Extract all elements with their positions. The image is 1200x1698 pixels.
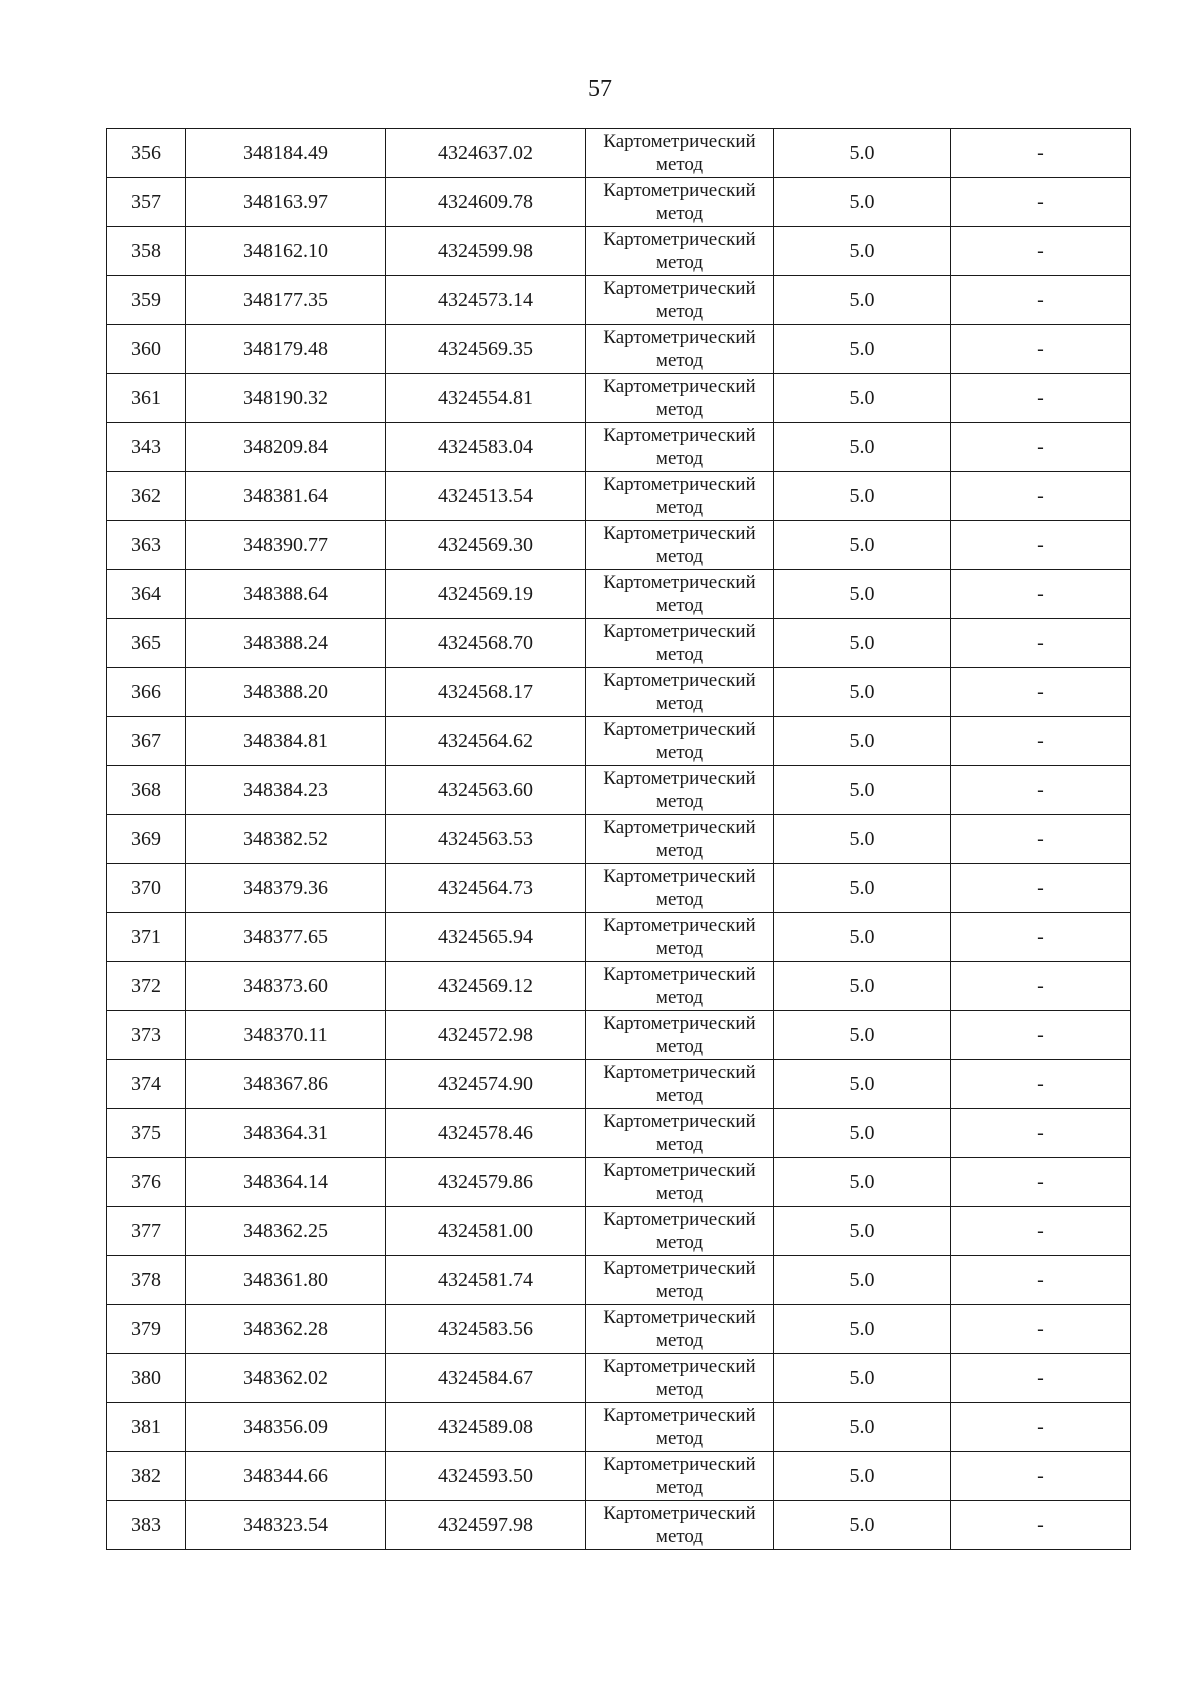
- table-row: [107, 276, 1131, 325]
- method-cell: Картометрический метод: [586, 668, 774, 717]
- y-coordinate-cell: 4324579.86: [386, 1158, 586, 1207]
- note-cell: -: [951, 1158, 1131, 1207]
- note-cell: -: [951, 962, 1131, 1011]
- point-number-cell: 362: [107, 472, 186, 521]
- y-coordinate-cell: 4324573.14: [386, 276, 586, 325]
- method-cell: Картометрический метод: [586, 570, 774, 619]
- y-coordinate-cell: 4324583.04: [386, 423, 586, 472]
- accuracy-cell: 5.0: [774, 227, 951, 276]
- method-cell: Картометрический метод: [586, 1060, 774, 1109]
- method-cell: Картометрический метод: [586, 276, 774, 325]
- y-coordinate-cell: 4324568.70: [386, 619, 586, 668]
- method-cell: Картометрический метод: [586, 815, 774, 864]
- x-coordinate-cell: 348390.77: [186, 521, 386, 570]
- x-coordinate-cell: 348388.64: [186, 570, 386, 619]
- y-coordinate-cell: 4324609.78: [386, 178, 586, 227]
- note-cell: -: [951, 668, 1131, 717]
- x-coordinate-cell: 348209.84: [186, 423, 386, 472]
- table-row: [107, 1207, 1131, 1256]
- y-coordinate-cell: 4324578.46: [386, 1109, 586, 1158]
- y-coordinate-cell: 4324569.30: [386, 521, 586, 570]
- point-number-cell: 366: [107, 668, 186, 717]
- method-cell: Картометрический метод: [586, 717, 774, 766]
- table-row: [107, 619, 1131, 668]
- x-coordinate-cell: 348162.10: [186, 227, 386, 276]
- y-coordinate-cell: 4324637.02: [386, 129, 586, 178]
- note-cell: -: [951, 472, 1131, 521]
- table-row: [107, 423, 1131, 472]
- x-coordinate-cell: 348323.54: [186, 1501, 386, 1550]
- y-coordinate-cell: 4324574.90: [386, 1060, 586, 1109]
- x-coordinate-cell: 348190.32: [186, 374, 386, 423]
- point-number-cell: 358: [107, 227, 186, 276]
- x-coordinate-cell: 348381.64: [186, 472, 386, 521]
- method-cell: Картометрический метод: [586, 1109, 774, 1158]
- x-coordinate-cell: 348344.66: [186, 1452, 386, 1501]
- note-cell: -: [951, 178, 1131, 227]
- y-coordinate-cell: 4324572.98: [386, 1011, 586, 1060]
- method-cell: Картометрический метод: [586, 423, 774, 472]
- table-row: [107, 1011, 1131, 1060]
- point-number-cell: 359: [107, 276, 186, 325]
- note-cell: -: [951, 619, 1131, 668]
- method-cell: Картометрический метод: [586, 1305, 774, 1354]
- accuracy-cell: 5.0: [774, 1158, 951, 1207]
- table-row: [107, 864, 1131, 913]
- accuracy-cell: 5.0: [774, 913, 951, 962]
- point-number-cell: 383: [107, 1501, 186, 1550]
- table-row: [107, 374, 1131, 423]
- note-cell: -: [951, 570, 1131, 619]
- point-number-cell: 361: [107, 374, 186, 423]
- note-cell: -: [951, 227, 1131, 276]
- table-row: [107, 1158, 1131, 1207]
- point-number-cell: 363: [107, 521, 186, 570]
- method-cell: Картометрический метод: [586, 619, 774, 668]
- accuracy-cell: 5.0: [774, 1207, 951, 1256]
- note-cell: -: [951, 325, 1131, 374]
- note-cell: -: [951, 1060, 1131, 1109]
- y-coordinate-cell: 4324569.19: [386, 570, 586, 619]
- point-number-cell: 379: [107, 1305, 186, 1354]
- note-cell: -: [951, 913, 1131, 962]
- method-cell: Картометрический метод: [586, 129, 774, 178]
- accuracy-cell: 5.0: [774, 1060, 951, 1109]
- y-coordinate-cell: 4324563.60: [386, 766, 586, 815]
- table-row: [107, 1354, 1131, 1403]
- table-row: [107, 668, 1131, 717]
- accuracy-cell: 5.0: [774, 1256, 951, 1305]
- point-number-cell: 371: [107, 913, 186, 962]
- y-coordinate-cell: 4324581.00: [386, 1207, 586, 1256]
- point-number-cell: 377: [107, 1207, 186, 1256]
- x-coordinate-cell: 348179.48: [186, 325, 386, 374]
- table-row: [107, 1501, 1131, 1550]
- accuracy-cell: 5.0: [774, 423, 951, 472]
- note-cell: -: [951, 1256, 1131, 1305]
- y-coordinate-cell: 4324564.73: [386, 864, 586, 913]
- x-coordinate-cell: 348367.86: [186, 1060, 386, 1109]
- table-row: [107, 717, 1131, 766]
- point-number-cell: 343: [107, 423, 186, 472]
- point-number-cell: 374: [107, 1060, 186, 1109]
- table-row: [107, 325, 1131, 374]
- accuracy-cell: 5.0: [774, 129, 951, 178]
- table-row: [107, 1109, 1131, 1158]
- method-cell: Картометрический метод: [586, 913, 774, 962]
- method-cell: Картометрический метод: [586, 1403, 774, 1452]
- point-number-cell: 368: [107, 766, 186, 815]
- point-number-cell: 372: [107, 962, 186, 1011]
- note-cell: -: [951, 374, 1131, 423]
- table-row: [107, 962, 1131, 1011]
- table-row: [107, 1256, 1131, 1305]
- note-cell: -: [951, 1452, 1131, 1501]
- method-cell: Картометрический метод: [586, 178, 774, 227]
- accuracy-cell: 5.0: [774, 766, 951, 815]
- x-coordinate-cell: 348388.20: [186, 668, 386, 717]
- method-cell: Картометрический метод: [586, 227, 774, 276]
- accuracy-cell: 5.0: [774, 276, 951, 325]
- point-number-cell: 381: [107, 1403, 186, 1452]
- page-number: 57: [588, 76, 612, 102]
- y-coordinate-cell: 4324563.53: [386, 815, 586, 864]
- y-coordinate-cell: 4324581.74: [386, 1256, 586, 1305]
- table-row: [107, 1305, 1131, 1354]
- table-row: [107, 129, 1131, 178]
- table-row: [107, 472, 1131, 521]
- method-cell: Картометрический метод: [586, 374, 774, 423]
- accuracy-cell: 5.0: [774, 864, 951, 913]
- x-coordinate-cell: 348379.36: [186, 864, 386, 913]
- point-number-cell: 380: [107, 1354, 186, 1403]
- x-coordinate-cell: 348177.35: [186, 276, 386, 325]
- accuracy-cell: 5.0: [774, 1501, 951, 1550]
- accuracy-cell: 5.0: [774, 1354, 951, 1403]
- point-number-cell: 382: [107, 1452, 186, 1501]
- accuracy-cell: 5.0: [774, 325, 951, 374]
- x-coordinate-cell: 348373.60: [186, 962, 386, 1011]
- x-coordinate-cell: 348362.25: [186, 1207, 386, 1256]
- x-coordinate-cell: 348384.81: [186, 717, 386, 766]
- accuracy-cell: 5.0: [774, 521, 951, 570]
- point-number-cell: 364: [107, 570, 186, 619]
- table-row: [107, 521, 1131, 570]
- y-coordinate-cell: 4324599.98: [386, 227, 586, 276]
- method-cell: Картометрический метод: [586, 521, 774, 570]
- x-coordinate-cell: 348362.28: [186, 1305, 386, 1354]
- accuracy-cell: 5.0: [774, 570, 951, 619]
- x-coordinate-cell: 348361.80: [186, 1256, 386, 1305]
- note-cell: -: [951, 1305, 1131, 1354]
- accuracy-cell: 5.0: [774, 962, 951, 1011]
- table-row: [107, 178, 1131, 227]
- table-row: [107, 1060, 1131, 1109]
- method-cell: Картометрический метод: [586, 1354, 774, 1403]
- note-cell: -: [951, 521, 1131, 570]
- x-coordinate-cell: 348163.97: [186, 178, 386, 227]
- table-row: [107, 913, 1131, 962]
- accuracy-cell: 5.0: [774, 472, 951, 521]
- x-coordinate-cell: 348384.23: [186, 766, 386, 815]
- point-number-cell: 367: [107, 717, 186, 766]
- table-row: [107, 570, 1131, 619]
- x-coordinate-cell: 348362.02: [186, 1354, 386, 1403]
- x-coordinate-cell: 348388.24: [186, 619, 386, 668]
- point-number-cell: 369: [107, 815, 186, 864]
- point-number-cell: 360: [107, 325, 186, 374]
- y-coordinate-cell: 4324589.08: [386, 1403, 586, 1452]
- x-coordinate-cell: 348377.65: [186, 913, 386, 962]
- accuracy-cell: 5.0: [774, 1452, 951, 1501]
- accuracy-cell: 5.0: [774, 1109, 951, 1158]
- accuracy-cell: 5.0: [774, 1305, 951, 1354]
- x-coordinate-cell: 348364.14: [186, 1158, 386, 1207]
- x-coordinate-cell: 348364.31: [186, 1109, 386, 1158]
- note-cell: -: [951, 766, 1131, 815]
- note-cell: -: [951, 423, 1131, 472]
- note-cell: -: [951, 864, 1131, 913]
- point-number-cell: 365: [107, 619, 186, 668]
- coordinates-table: [106, 128, 1131, 1550]
- x-coordinate-cell: 348370.11: [186, 1011, 386, 1060]
- note-cell: -: [951, 276, 1131, 325]
- y-coordinate-cell: 4324593.50: [386, 1452, 586, 1501]
- point-number-cell: 357: [107, 178, 186, 227]
- note-cell: -: [951, 717, 1131, 766]
- note-cell: -: [951, 1109, 1131, 1158]
- accuracy-cell: 5.0: [774, 815, 951, 864]
- note-cell: -: [951, 1207, 1131, 1256]
- note-cell: -: [951, 815, 1131, 864]
- y-coordinate-cell: 4324583.56: [386, 1305, 586, 1354]
- method-cell: Картометрический метод: [586, 1256, 774, 1305]
- note-cell: -: [951, 1403, 1131, 1452]
- table-row: [107, 1452, 1131, 1501]
- point-number-cell: 356: [107, 129, 186, 178]
- method-cell: Картометрический метод: [586, 1207, 774, 1256]
- y-coordinate-cell: 4324554.81: [386, 374, 586, 423]
- method-cell: Картометрический метод: [586, 864, 774, 913]
- accuracy-cell: 5.0: [774, 178, 951, 227]
- note-cell: -: [951, 1501, 1131, 1550]
- coordinates-table-body: [107, 129, 1131, 1550]
- table-row: [107, 815, 1131, 864]
- table-row: [107, 227, 1131, 276]
- accuracy-cell: 5.0: [774, 717, 951, 766]
- method-cell: Картометрический метод: [586, 962, 774, 1011]
- point-number-cell: 378: [107, 1256, 186, 1305]
- y-coordinate-cell: 4324584.67: [386, 1354, 586, 1403]
- note-cell: -: [951, 1011, 1131, 1060]
- y-coordinate-cell: 4324568.17: [386, 668, 586, 717]
- x-coordinate-cell: 348382.52: [186, 815, 386, 864]
- y-coordinate-cell: 4324565.94: [386, 913, 586, 962]
- y-coordinate-cell: 4324597.98: [386, 1501, 586, 1550]
- point-number-cell: 373: [107, 1011, 186, 1060]
- point-number-cell: 375: [107, 1109, 186, 1158]
- note-cell: -: [951, 129, 1131, 178]
- accuracy-cell: 5.0: [774, 668, 951, 717]
- y-coordinate-cell: 4324569.12: [386, 962, 586, 1011]
- point-number-cell: 370: [107, 864, 186, 913]
- y-coordinate-cell: 4324513.54: [386, 472, 586, 521]
- method-cell: Картометрический метод: [586, 325, 774, 374]
- table-row: [107, 766, 1131, 815]
- method-cell: Картометрический метод: [586, 1452, 774, 1501]
- method-cell: Картометрический метод: [586, 472, 774, 521]
- table-row: [107, 1403, 1131, 1452]
- y-coordinate-cell: 4324564.62: [386, 717, 586, 766]
- accuracy-cell: 5.0: [774, 619, 951, 668]
- point-number-cell: 376: [107, 1158, 186, 1207]
- method-cell: Картометрический метод: [586, 1011, 774, 1060]
- accuracy-cell: 5.0: [774, 1011, 951, 1060]
- y-coordinate-cell: 4324569.35: [386, 325, 586, 374]
- method-cell: Картометрический метод: [586, 1158, 774, 1207]
- method-cell: Картометрический метод: [586, 766, 774, 815]
- accuracy-cell: 5.0: [774, 374, 951, 423]
- x-coordinate-cell: 348356.09: [186, 1403, 386, 1452]
- accuracy-cell: 5.0: [774, 1403, 951, 1452]
- note-cell: -: [951, 1354, 1131, 1403]
- method-cell: Картометрический метод: [586, 1501, 774, 1550]
- x-coordinate-cell: 348184.49: [186, 129, 386, 178]
